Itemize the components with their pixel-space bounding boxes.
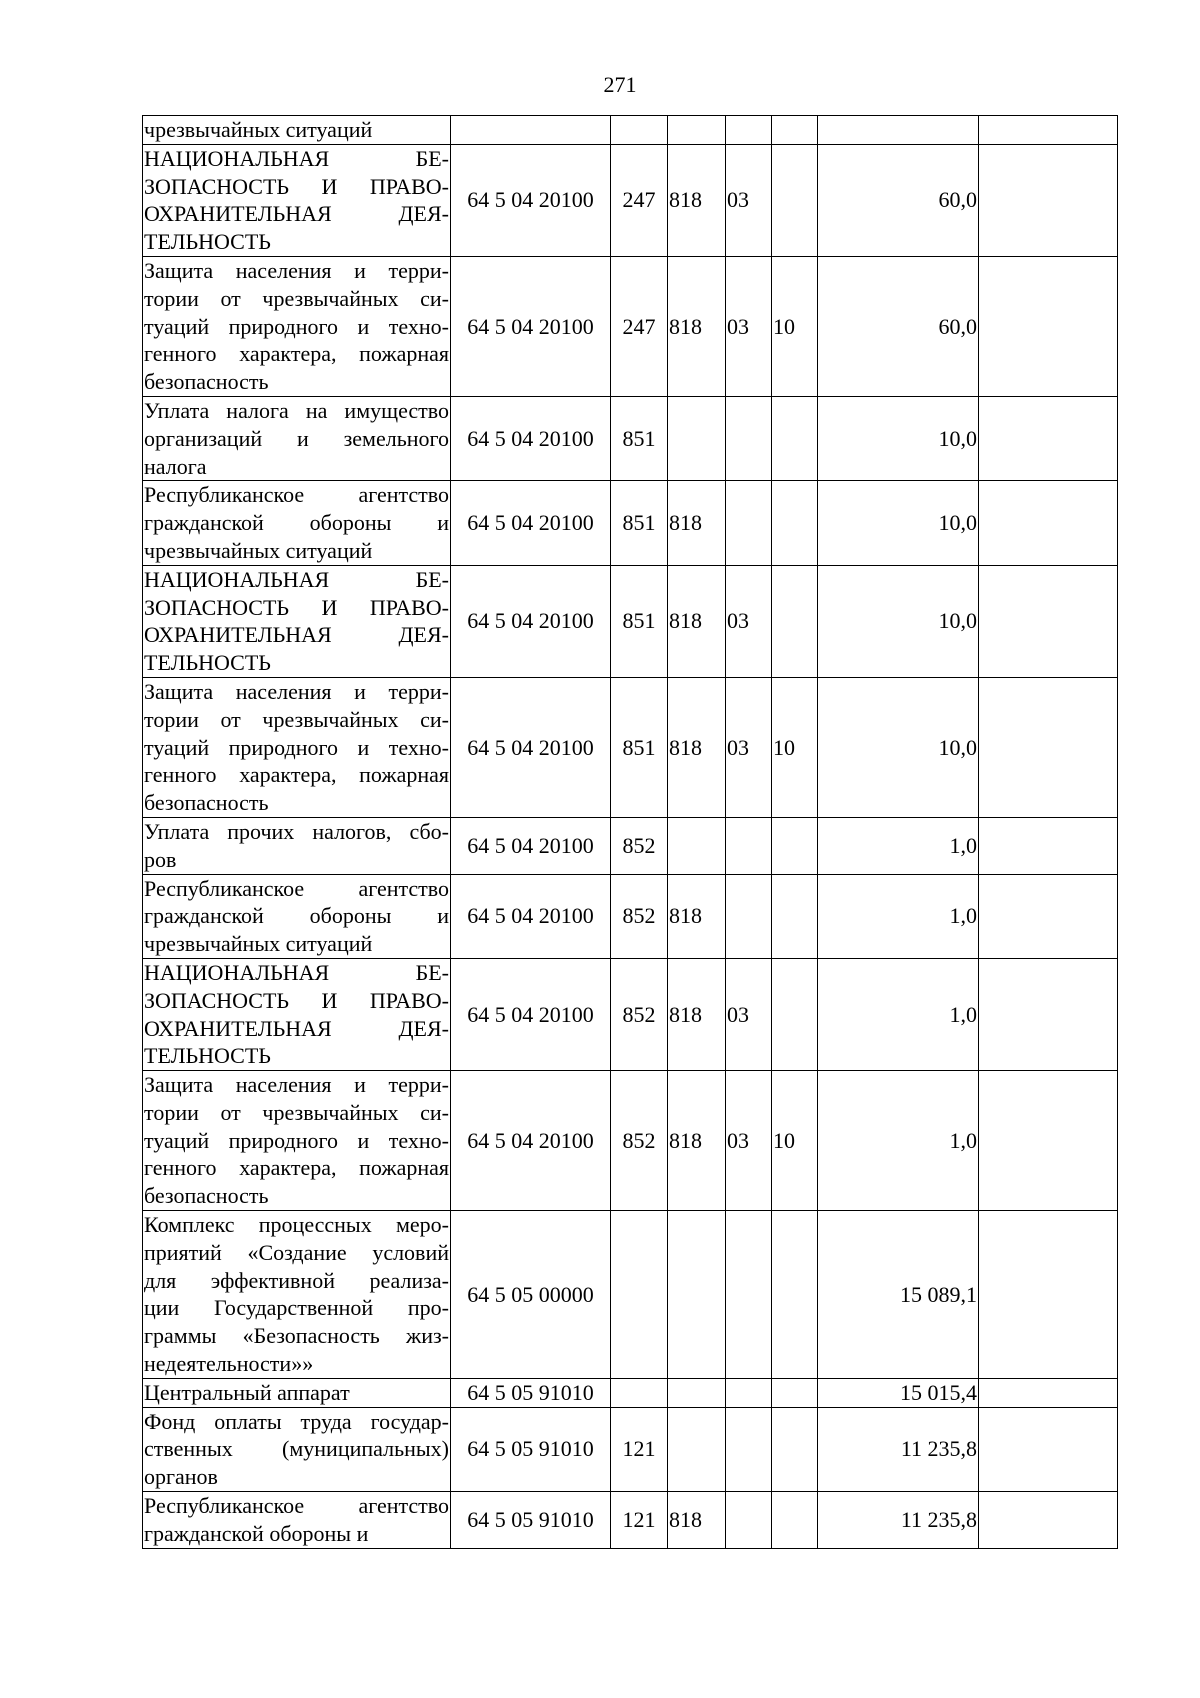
expense-type-cell [611,1378,668,1407]
item-name-line: Центральный аппарат [144,1379,350,1405]
section-cell [726,396,772,480]
item-name-line: генного характера, пожарная [144,341,449,367]
item-name-line: генного характера, пожарная [144,1155,449,1181]
item-name-line: Уплата налога на имущество [144,397,449,423]
section-cell: 03 [726,958,772,1070]
item-name-line: чрезвычайных ситуаций [144,537,373,563]
section-cell [726,1407,772,1491]
expense-type-cell: 852 [611,817,668,874]
item-name-line: органов [144,1464,218,1490]
extra-cell [979,1407,1118,1491]
amount-cell: 60,0 [818,256,979,396]
extra-cell [979,565,1118,677]
extra-cell [979,396,1118,480]
amount-cell: 15 015,4 [818,1378,979,1407]
table-row [143,817,1118,874]
ministry-code-cell: 818 [668,481,726,565]
subsection-cell [772,144,818,256]
expense-type-cell: 852 [611,874,668,958]
target-code-cell: 64 5 04 20100 [451,396,611,480]
extra-cell [979,481,1118,565]
item-name-line: ров [144,846,177,872]
item-name-line: Защита населения и терри- [144,678,449,704]
item-name-line: Республиканское агентство [144,1493,449,1519]
subsection-cell: 10 [772,677,818,817]
expense-type-cell: 851 [611,677,668,817]
item-name-cell [143,116,451,145]
subsection-cell [772,116,818,145]
table-row [143,396,1118,480]
amount-cell: 1,0 [818,1071,979,1211]
extra-cell [979,1071,1118,1211]
ministry-code-cell: 818 [668,958,726,1070]
item-name-line: гражданской обороны и [144,510,449,536]
target-code-cell: 64 5 05 00000 [451,1211,611,1379]
expense-type-cell: 247 [611,256,668,396]
item-name-line: туаций природного и техно- [144,1127,449,1153]
table-body [143,116,1118,1549]
item-name-line: тории от чрезвычайных си- [144,1099,449,1125]
subsection-cell [772,1211,818,1379]
item-name-line: Комплекс процессных меро- [144,1212,449,1238]
amount-cell: 1,0 [818,958,979,1070]
section-cell: 03 [726,1071,772,1211]
amount-cell: 60,0 [818,144,979,256]
section-cell [726,116,772,145]
item-name-line: НАЦИОНАЛЬНАЯ БЕ- [144,959,449,985]
amount-cell [818,116,979,145]
ministry-code-cell: 818 [668,874,726,958]
section-cell: 03 [726,565,772,677]
table-row [143,1407,1118,1491]
amount-cell: 10,0 [818,396,979,480]
item-name-cell [143,1071,451,1211]
expense-type-cell [611,1211,668,1379]
ministry-code-cell: 818 [668,1492,726,1549]
ministry-code-cell [668,1211,726,1379]
expense-type-cell: 121 [611,1492,668,1549]
item-name-line: ЗОПАСНОСТЬ И ПРАВО- [144,987,449,1013]
ministry-code-cell [668,396,726,480]
item-name-cell [143,677,451,817]
target-code-cell: 64 5 04 20100 [451,958,611,1070]
amount-cell: 10,0 [818,481,979,565]
ministry-code-cell: 818 [668,256,726,396]
extra-cell [979,1211,1118,1379]
subsection-cell [772,1407,818,1491]
item-name-cell [143,1407,451,1491]
item-name-line: ЗОПАСНОСТЬ И ПРАВО- [144,173,449,199]
table-row [143,1492,1118,1549]
item-name-line: чрезвычайных ситуаций [144,931,373,957]
expense-type-cell: 247 [611,144,668,256]
item-name-line: НАЦИОНАЛЬНАЯ БЕ- [144,145,449,171]
item-name-line: тории от чрезвычайных си- [144,706,449,732]
table-row [143,958,1118,1070]
item-name-line: безопасность [144,1183,269,1209]
amount-cell: 1,0 [818,874,979,958]
item-name-line: Республиканское агентство [144,482,449,508]
amount-cell: 11 235,8 [818,1492,979,1549]
ministry-code-cell [668,1407,726,1491]
amount-cell: 1,0 [818,817,979,874]
table-row [143,1378,1118,1407]
ministry-code-cell: 818 [668,677,726,817]
ministry-code-cell: 818 [668,1071,726,1211]
item-name-line: ТЕЛЬНОСТЬ [144,229,271,255]
subsection-cell [772,396,818,480]
section-cell: 03 [726,144,772,256]
item-name-line: генного характера, пожарная [144,762,449,788]
table-row [143,1071,1118,1211]
item-name-line: Защита населения и терри- [144,257,449,283]
item-name-line: ственных (муниципальных) [144,1436,449,1462]
item-name-line: чрезвычайных ситуаций [144,117,373,142]
extra-cell [979,256,1118,396]
expense-type-cell [611,116,668,145]
item-name-line: тории от чрезвычайных си- [144,285,449,311]
extra-cell [979,1378,1118,1407]
extra-cell [979,144,1118,256]
extra-cell [979,874,1118,958]
item-name-cell [143,1492,451,1549]
section-cell [726,817,772,874]
expense-type-cell: 851 [611,481,668,565]
item-name-line: гражданской обороны и [144,903,449,929]
target-code-cell: 64 5 04 20100 [451,256,611,396]
item-name-line: приятий «Создание условий [144,1239,449,1265]
section-cell [726,1211,772,1379]
item-name-line: ОХРАНИТЕЛЬНАЯ ДЕЯ- [144,622,449,648]
section-cell [726,1492,772,1549]
amount-cell: 11 235,8 [818,1407,979,1491]
item-name-line: Защита населения и терри- [144,1072,449,1098]
item-name-cell [143,144,451,256]
ministry-code-cell [668,817,726,874]
ministry-code-cell [668,116,726,145]
subsection-cell [772,481,818,565]
item-name-line: безопасность [144,790,269,816]
expense-type-cell: 852 [611,1071,668,1211]
item-name-line: налога [144,453,207,479]
target-code-cell: 64 5 04 20100 [451,565,611,677]
subsection-cell [772,1492,818,1549]
subsection-cell: 10 [772,256,818,396]
item-name-line: гражданской обороны и [144,1520,369,1546]
subsection-cell [772,958,818,1070]
extra-cell [979,677,1118,817]
page-number: 271 [603,72,637,97]
budget-table [142,115,1118,1549]
section-cell: 03 [726,256,772,396]
item-name-line: Фонд оплаты труда государ- [144,1408,449,1434]
target-code-cell: 64 5 04 20100 [451,481,611,565]
extra-cell [979,958,1118,1070]
item-name-line: ТЕЛЬНОСТЬ [144,1043,271,1069]
item-name-cell [143,481,451,565]
target-code-cell: 64 5 04 20100 [451,1071,611,1211]
item-name-line: недеятельности»» [144,1351,314,1377]
target-code-cell: 64 5 04 20100 [451,677,611,817]
item-name-line: безопасность [144,369,269,395]
subsection-cell [772,817,818,874]
amount-cell: 10,0 [818,565,979,677]
target-code-cell [451,116,611,145]
item-name-line: ТЕЛЬНОСТЬ [144,650,271,676]
table-row [143,256,1118,396]
item-name-cell [143,256,451,396]
extra-cell [979,1492,1118,1549]
item-name-line: Республиканское агентство [144,875,449,901]
ministry-code-cell [668,1378,726,1407]
item-name-cell [143,396,451,480]
expense-type-cell: 851 [611,396,668,480]
target-code-cell: 64 5 04 20100 [451,874,611,958]
table-row [143,481,1118,565]
item-name-line: для эффективной реализа- [144,1267,449,1293]
subsection-cell [772,874,818,958]
item-name-line: Уплата прочих налогов, сбо- [144,818,449,844]
item-name-line: туаций природного и техно- [144,734,449,760]
subsection-cell [772,1378,818,1407]
table-row [143,874,1118,958]
table-row [143,116,1118,145]
target-code-cell: 64 5 05 91010 [451,1492,611,1549]
item-name-line: ОХРАНИТЕЛЬНАЯ ДЕЯ- [144,201,449,227]
item-name-line: организаций и земельного [144,425,449,451]
section-cell [726,481,772,565]
target-code-cell: 64 5 05 91010 [451,1378,611,1407]
expense-type-cell: 851 [611,565,668,677]
target-code-cell: 64 5 04 20100 [451,144,611,256]
item-name-line: ЗОПАСНОСТЬ И ПРАВО- [144,594,449,620]
expense-type-cell: 121 [611,1407,668,1491]
item-name-cell [143,1378,451,1407]
subsection-cell [772,565,818,677]
item-name-line: ОХРАНИТЕЛЬНАЯ ДЕЯ- [144,1015,449,1041]
table-row [143,144,1118,256]
table-row [143,1211,1118,1379]
extra-cell [979,817,1118,874]
target-code-cell: 64 5 04 20100 [451,817,611,874]
item-name-cell [143,1211,451,1379]
item-name-cell [143,874,451,958]
item-name-line: граммы «Безопасность жиз- [144,1323,449,1349]
item-name-line: туаций природного и техно- [144,313,449,339]
subsection-cell: 10 [772,1071,818,1211]
amount-cell: 10,0 [818,677,979,817]
amount-cell: 15 089,1 [818,1211,979,1379]
item-name-cell [143,817,451,874]
ministry-code-cell: 818 [668,144,726,256]
section-cell [726,874,772,958]
item-name-cell [143,958,451,1070]
target-code-cell: 64 5 05 91010 [451,1407,611,1491]
item-name-line: ции Государственной про- [144,1295,449,1321]
ministry-code-cell: 818 [668,565,726,677]
expense-type-cell: 852 [611,958,668,1070]
item-name-line: НАЦИОНАЛЬНАЯ БЕ- [144,566,449,592]
table-row [143,677,1118,817]
table-row [143,565,1118,677]
section-cell: 03 [726,677,772,817]
extra-cell [979,116,1118,145]
item-name-cell [143,565,451,677]
section-cell [726,1378,772,1407]
